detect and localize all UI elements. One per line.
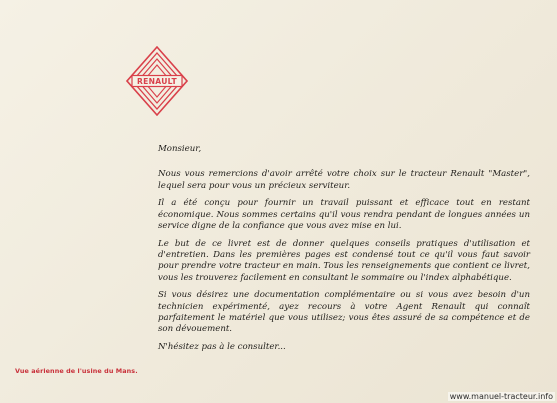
renault-diamond-icon: [126, 46, 188, 116]
photo-caption: Vue aérienne de l'usine du Mans.: [15, 367, 138, 375]
letter-paragraph: Il a été conçu pour fournir un travail puissant et efficace tout en restant économique. Nous sommes certains qu'il vous rendra pendant de longues années un service digne de la confiance que vous avez mise en lui.: [158, 198, 530, 231]
watermark: www.manuel-tracteur.info: [449, 392, 553, 401]
letter-paragraph: Si vous désirez une documentation complémentaire ou si vous avez besoin d'un technicien expérimenté, ayez recours à votre Agent Renault qui connaît parfaitement le matériel que vous utilisez; vous êtes assuré de sa compétence et de son dévouement.: [158, 290, 530, 335]
letter-greeting: Monsieur,: [158, 144, 202, 154]
logo-wordmark: RENAULT: [136, 77, 178, 86]
letter-closing: N'hésitez pas à le consulter...: [158, 342, 286, 353]
renault-logo-icon: [126, 46, 188, 116]
letter-paragraph: Le but de ce livret est de donner quelques conseils pratiques d'utilisation et d'entretien. Dans les premières pages est condensé tout ce qu'il vous faut savoir pour prendre votre tracteur en main. Tous les renseignements que contient ce livret, vous les trouverez facilement en consultant le sommaire ou l'index alphabétique.: [158, 238, 530, 283]
letter-body: [158, 144, 530, 360]
letter-paragraph: Nous vous remercions d'avoir arrêté votre choix sur le tracteur Renault "Master", lequel sera pour vous un précieux serviteur.: [158, 169, 530, 191]
